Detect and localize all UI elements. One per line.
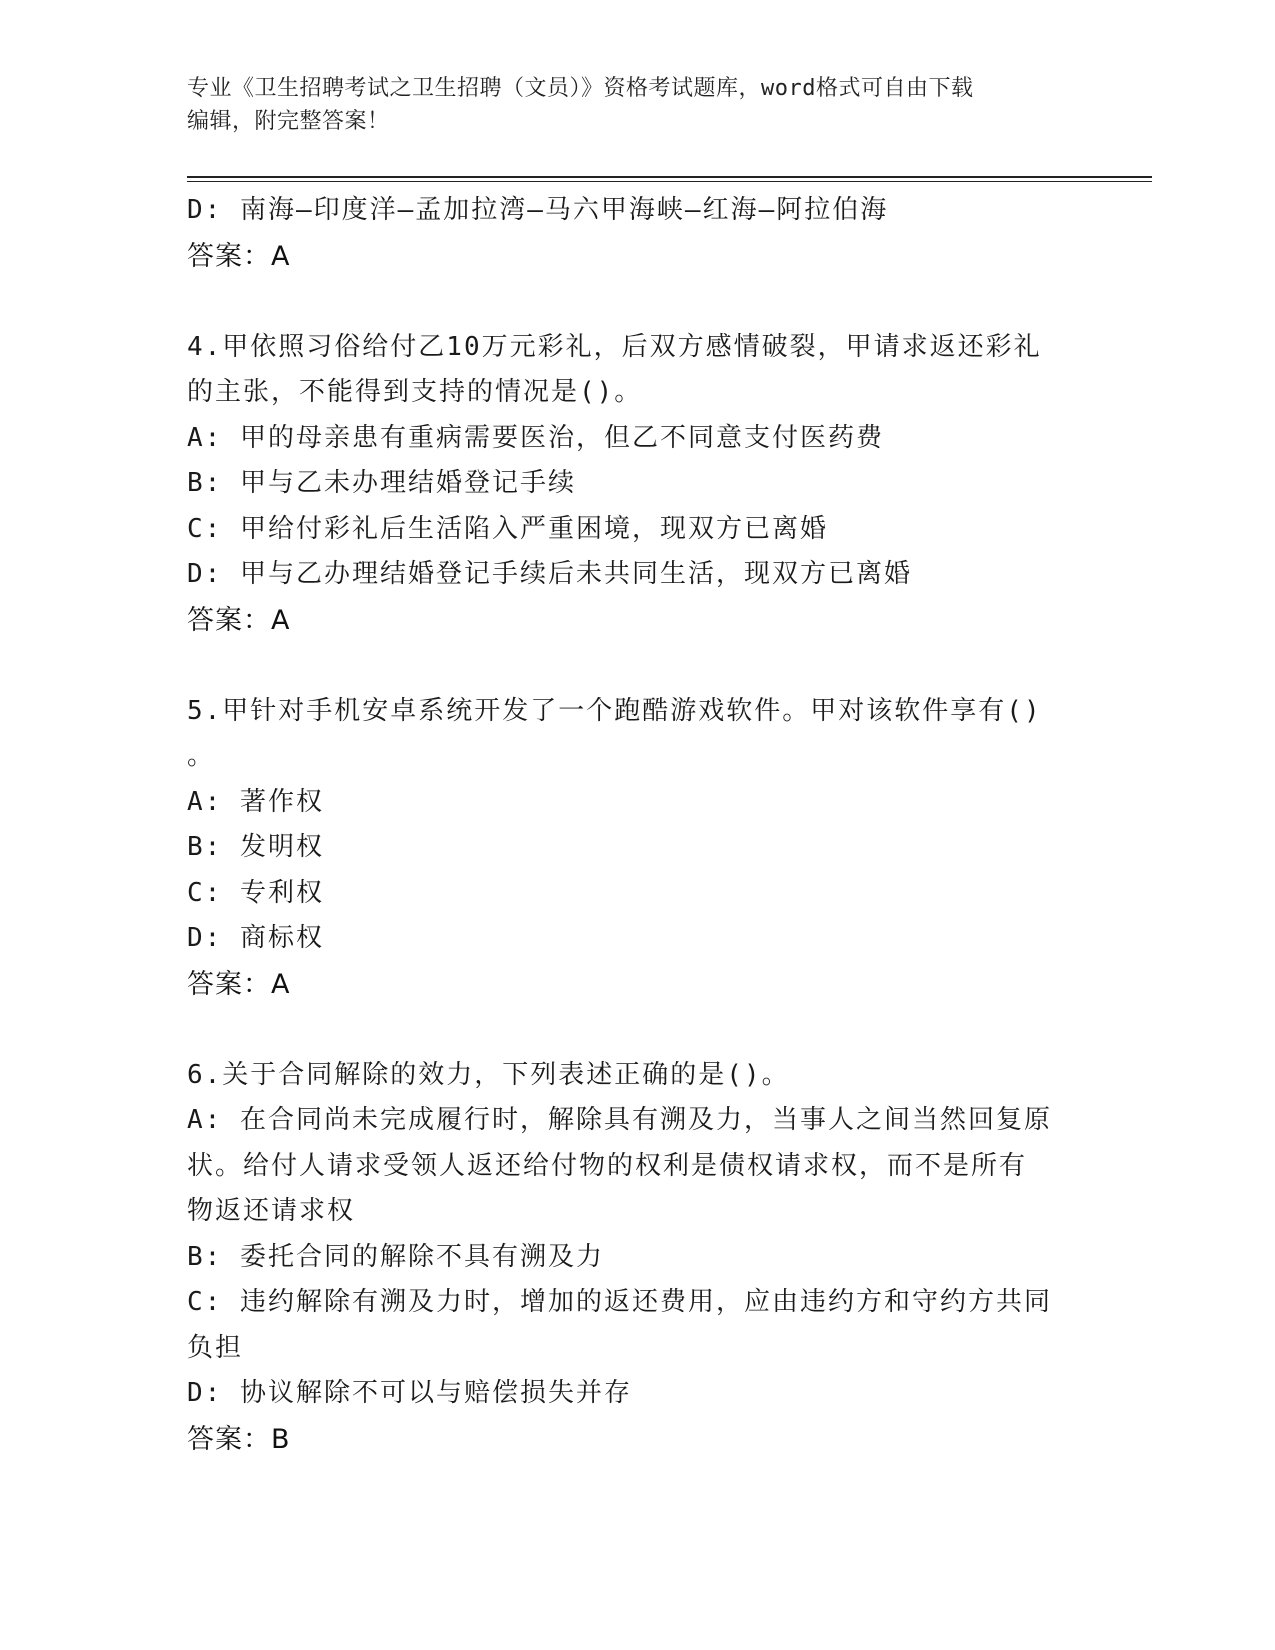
question-6 xyxy=(187,1053,1067,1463)
question-3-tail xyxy=(187,188,1067,279)
option-b: B: 委托合同的解除不具有溯及力 xyxy=(187,1241,604,1272)
option-c-continued: 负担 xyxy=(187,1332,244,1363)
option-d: D: 甲与乙办理结婚登记手续后未共同生活，现双方已离婚 xyxy=(187,559,912,589)
header-line-2: 编辑，附完整答案！ xyxy=(187,109,390,134)
option-a: A: 著作权 xyxy=(187,786,324,817)
question-stem-continued: 。 xyxy=(187,741,216,771)
option-d: D: 商标权 xyxy=(187,923,324,953)
question-list xyxy=(187,188,1067,1462)
question-stem: 4.甲依照习俗给付乙10万元彩礼，后双方感情破裂，甲请求返还彩礼 xyxy=(187,331,1042,362)
option-c: C: 违约解除有溯及力时，增加的返还费用，应由违约方和守约方共同 xyxy=(187,1287,1052,1317)
option-c: C: 专利权 xyxy=(187,877,324,908)
option-a-continued: 物返还请求权 xyxy=(187,1196,356,1226)
option-a: A: 甲的母亲患有重病需要医治，但乙不同意支付医药费 xyxy=(187,422,884,453)
header-line-1: 专业《卫生招聘考试之卫生招聘（文员）》资格考试题库，word格式可自由下载 xyxy=(187,76,974,101)
answer-line: 答案：A xyxy=(187,240,291,272)
option-d: D: 南海—印度洋—孟加拉湾—马六甲海峡—红海—阿拉伯海 xyxy=(187,195,889,225)
option-b: B: 甲与乙未办理结婚登记手续 xyxy=(187,468,576,498)
option-d: D: 协议解除不可以与赔偿损失并存 xyxy=(187,1378,632,1408)
spacer xyxy=(187,1007,1067,1053)
option-a: A: 在合同尚未完成履行时，解除具有溯及力，当事人之间当然回复原 xyxy=(187,1105,1052,1135)
spacer xyxy=(187,279,1067,325)
question-5 xyxy=(187,689,1067,1008)
answer-line: 答案：B xyxy=(187,1423,291,1455)
question-4 xyxy=(187,325,1067,644)
document-header xyxy=(187,72,1087,138)
question-stem: 5.甲针对手机安卓系统开发了一个跑酷游戏软件。甲对该软件享有() xyxy=(187,695,1042,726)
option-a-continued: 状。给付人请求受领人返还给付物的权利是债权请求权，而不是所有 xyxy=(187,1150,1028,1181)
spacer xyxy=(187,643,1067,689)
question-stem: 6.关于合同解除的效力，下列表述正确的是()。 xyxy=(187,1059,790,1090)
question-stem-continued: 的主张，不能得到支持的情况是()。 xyxy=(187,377,643,407)
answer-line: 答案：A xyxy=(187,968,291,1000)
answer-line: 答案：A xyxy=(187,604,291,636)
header-divider-thick xyxy=(187,176,1152,178)
option-b: B: 发明权 xyxy=(187,832,324,862)
option-c: C: 甲给付彩礼后生活陷入严重困境，现双方已离婚 xyxy=(187,513,828,544)
header-divider-thin xyxy=(187,181,1152,182)
